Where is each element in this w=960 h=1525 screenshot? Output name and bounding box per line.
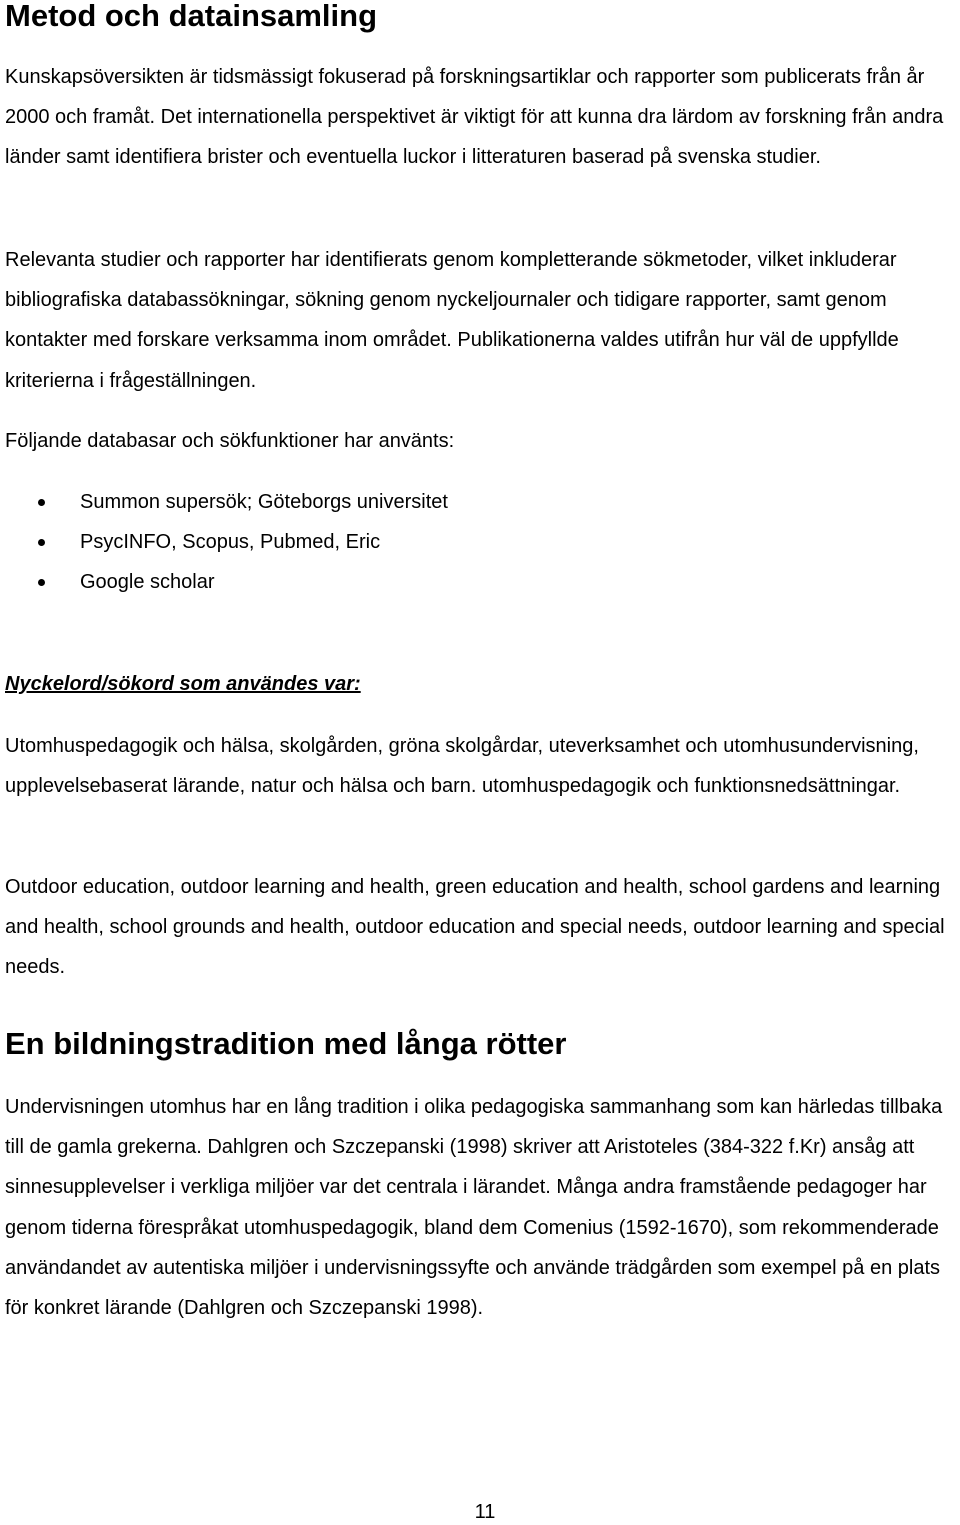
keywords-heading: Nyckelord/sökord som användes var: [5, 673, 361, 695]
bullet-icon [38, 579, 45, 586]
section-heading-metod: Metod och datainsamling [5, 0, 378, 33]
list-item [5, 482, 905, 522]
paragraph-tradition: Undervisningen utomhus har en lång tradition i olika pedagogiska sammanhang som kan härledas tillbaka till de gamla grekerna. Dahlgren och Szczepanski (1998) skriver att Aristoteles (384-322 f.Kr) ansåg att sinnesupplevelser i verkliga miljöer var det centrala i lärandet. Många andra framstående pedagoger har genom tiderna förespråkat utomhuspedagogik, bland dem Comenius (1592-1670), som rekommenderade användandet av autentiska miljöer i undervisningssyfte och använde trädgården som exempel på en plats för konkret lärande (Dahlgren och Szczepanski 1998). [5, 1096, 943, 1320]
bullet-icon [38, 539, 45, 546]
paragraph-keywords-swedish: Utomhuspedagogik och hälsa, skolgården, gröna skolgårdar, uteverksamhet och utomhusundervisning, upplevelsebaserat lärande, natur och hälsa och barn. utomhuspedagogik och funktionsnedsättningar. [5, 735, 919, 798]
paragraph-databases-intro: Följande databasar och sökfunktioner har använts: [5, 430, 455, 452]
list-item [5, 522, 905, 562]
list-item-label: PsycINFO, Scopus, Pubmed, Eric [80, 531, 381, 554]
list-item [5, 562, 905, 602]
list-item-label: Google scholar [80, 571, 215, 594]
paragraph-keywords-english: Outdoor education, outdoor learning and health, green education and health, school gardens and learning and health, school grounds and health, outdoor education and special needs, outdoor learning and special needs. [5, 876, 945, 979]
paragraph-scope: Kunskapsöversikten är tidsmässigt fokuserad på forskningsartiklar och rapporter som publicerats från år 2000 och framåt. Det internationella perspektivet är viktigt för att kunna dra lärdom av forskning från andra länder samt identifiera brister och eventuella luckor i litteraturen baserad på svenska studier. [5, 66, 944, 169]
page-number: 11 [474, 1501, 496, 1523]
list-item-label: Summon supersök; Göteborgs universitet [80, 491, 448, 513]
database-list [5, 482, 905, 603]
section-heading-bildning: En bildningstradition med långa rötter [5, 1026, 567, 1061]
bullet-icon [38, 499, 45, 506]
paragraph-search-methods: Relevanta studier och rapporter har identifierats genom kompletterande sökmetoder, vilket inkluderar bibliografiska databassökningar, sökning genom nyckeljournaler och tidigare rapporter, samt genom kontakter med forskare verksamma inom området. Publikationerna valdes utifrån hur väl de uppfyllde kriterierna i frågeställningen. [5, 249, 899, 392]
